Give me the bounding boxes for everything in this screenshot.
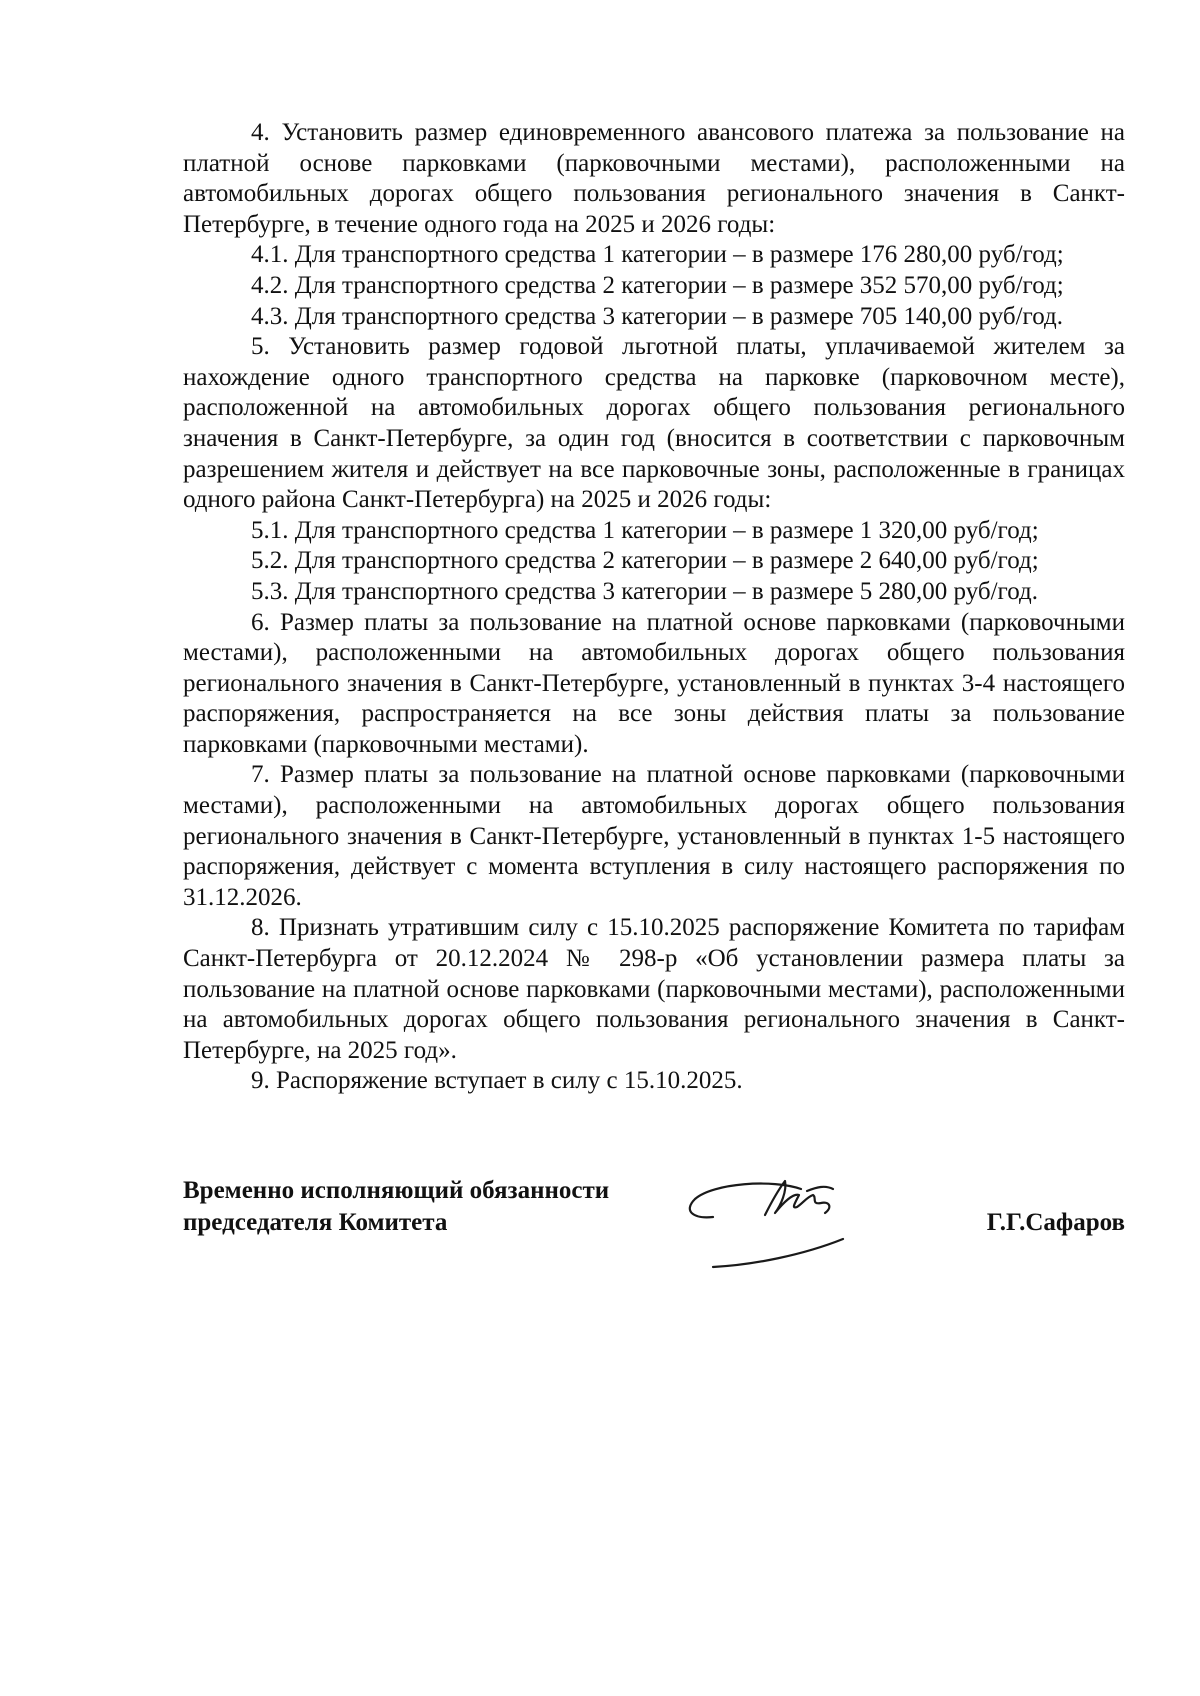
signatory-title	[183, 1175, 609, 1239]
signatory-title-line-1: Временно исполняющий обязанности	[183, 1177, 610, 1204]
paragraph-9: 9. Распоряжение вступает в силу с 15.10.2025.	[251, 1067, 743, 1095]
paragraph-4: 4. Установить размер единовременного авансового платежа за пользование на платной основе парковками (парковочными местами), расположенными на автомобильных дорогах общего пользования регионального значения в Санкт-Петербурге, в течение одного года на 2025 и 2026 годы:	[183, 119, 1125, 238]
paragraph-4-1: 4.1. Для транспортного средства 1 категории – в размере 176 280,00 руб/год;	[251, 241, 1064, 269]
paragraph-8: 8. Признать утратившим силу с 15.10.2025 распоряжение Комитета по тарифам Санкт-Петербурга от 20.12.2024 № 298-р «Об установлении размера платы за пользование на платной основе парковками (парковочными местами), расположенными на автомобильных дорогах общего пользования регионального значения в Санкт-Петербурге, на 2025 год».	[183, 914, 1125, 1064]
paragraph-5-3: 5.3. Для транспортного средства 3 категории – в размере 5 280,00 руб/год.	[251, 577, 1038, 605]
document-body	[183, 118, 1125, 1097]
paragraph-5: 5. Установить размер годовой льготной платы, уплачиваемой жителем за нахождение одного транспортного средства на парковке (парковочном месте), расположенной на автомобильных дорогах общего пользования регионального значения в Санкт-Петербурге, за один год (вносится в соответствии с парковочным разрешением жителя и действует на все парковочные зоны, расположенные в границах одного района Санкт-Петербурга) на 2025 и 2026 годы:	[183, 333, 1125, 514]
paragraph-4-2: 4.2. Для транспортного средства 2 категории – в размере 352 570,00 руб/год;	[251, 271, 1064, 299]
paragraph-5-2: 5.2. Для транспортного средства 2 категории – в размере 2 640,00 руб/год;	[251, 547, 1039, 575]
handwritten-signature	[683, 1167, 883, 1277]
signature-block	[183, 1175, 1125, 1285]
signatory-title-line-2: председателя Комитета	[183, 1209, 448, 1236]
paragraph-7: 7. Размер платы за пользование на платной основе парковками (парковочными местами), расположенными на автомобильных дорогах общего пользования регионального значения в Санкт-Петербурге, установленный в пунктах 1-5 настоящего распоряжения, действует с момента вступления в силу настоящего распоряжения по 31.12.2026.	[183, 761, 1125, 911]
paragraph-5-1: 5.1. Для транспортного средства 1 категории – в размере 1 320,00 руб/год;	[251, 516, 1039, 544]
signatory-name: Г.Г.Сафаров	[986, 1209, 1125, 1236]
paragraph-4-3: 4.3. Для транспортного средства 3 категории – в размере 705 140,00 руб/год.	[251, 302, 1063, 330]
paragraph-6: 6. Размер платы за пользование на платной основе парковками (парковочными местами), расположенными на автомобильных дорогах общего пользования регионального значения в Санкт-Петербурге, установленный в пунктах 3-4 настоящего распоряжения, распространяется на все зоны действия платы за пользование парковками (парковочными местами).	[183, 608, 1125, 758]
